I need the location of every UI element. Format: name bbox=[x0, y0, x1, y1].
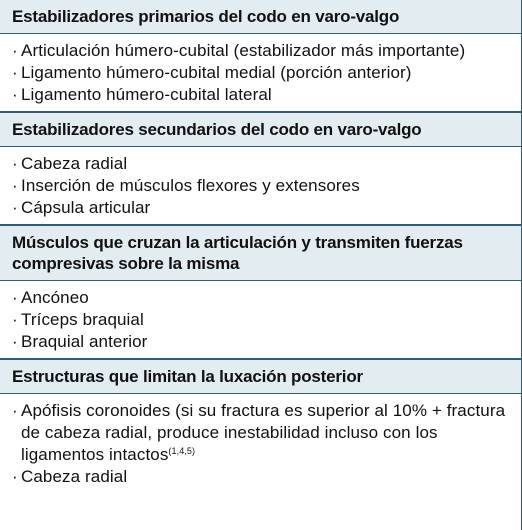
item-text: Cabeza radial bbox=[21, 154, 128, 173]
bullet: · bbox=[12, 467, 18, 486]
item-text: Apófisis coronoides (si su fractura es superior al 10% + fractura de cabeza radial, produce inestabilidad incluso con los ligamentos intactos bbox=[21, 401, 506, 464]
section-header: Estructuras que limitan la luxación posterior bbox=[0, 360, 521, 394]
list-item bbox=[12, 197, 511, 219]
list-item bbox=[12, 309, 511, 331]
item-text: Inserción de músculos flexores y extensores bbox=[21, 176, 360, 195]
bullet: · bbox=[12, 401, 18, 420]
item-list bbox=[0, 281, 521, 358]
item-text: Cabeza radial bbox=[21, 467, 128, 486]
item-list bbox=[0, 34, 521, 111]
list-item bbox=[12, 287, 511, 309]
bullet: · bbox=[12, 198, 18, 217]
item-list bbox=[0, 147, 521, 224]
bullet: · bbox=[12, 176, 18, 195]
bullet: · bbox=[12, 288, 18, 307]
bullet: · bbox=[12, 41, 18, 60]
section-compressive-muscles bbox=[0, 224, 521, 358]
bullet: · bbox=[12, 154, 18, 173]
list-item bbox=[12, 331, 511, 353]
bullet: · bbox=[12, 85, 18, 104]
list-item bbox=[12, 400, 511, 466]
item-text: Braquial anterior bbox=[21, 332, 148, 351]
list-item bbox=[12, 40, 511, 62]
item-text: Ligamento húmero-cubital medial (porción anterior) bbox=[21, 63, 412, 82]
item-text: Ancóneo bbox=[21, 288, 89, 307]
list-item bbox=[12, 62, 511, 84]
section-header: Músculos que cruzan la articulación y transmiten fuerzas compresivas sobre la misma bbox=[0, 226, 521, 281]
section-header: Estabilizadores secundarios del codo en varo-valgo bbox=[0, 113, 521, 147]
item-text: Tríceps braquial bbox=[21, 310, 144, 329]
section-header: Estabilizadores primarios del codo en varo-valgo bbox=[0, 0, 521, 34]
section-primary-stabilizers bbox=[0, 0, 521, 111]
list-item bbox=[12, 466, 511, 488]
item-text: Ligamento húmero-cubital lateral bbox=[21, 85, 272, 104]
list-item bbox=[12, 153, 511, 175]
bullet: · bbox=[12, 310, 18, 329]
bullet: · bbox=[12, 63, 18, 82]
item-list bbox=[0, 394, 521, 493]
section-posterior-dislocation bbox=[0, 358, 521, 493]
list-item bbox=[12, 84, 511, 106]
bullet: · bbox=[12, 332, 18, 351]
item-text: Articulación húmero-cubital (estabilizador más importante) bbox=[21, 41, 466, 60]
list-item bbox=[12, 175, 511, 197]
section-secondary-stabilizers bbox=[0, 111, 521, 224]
citation-superscript: (1,4,5) bbox=[168, 446, 196, 456]
item-text: Cápsula articular bbox=[21, 198, 151, 217]
